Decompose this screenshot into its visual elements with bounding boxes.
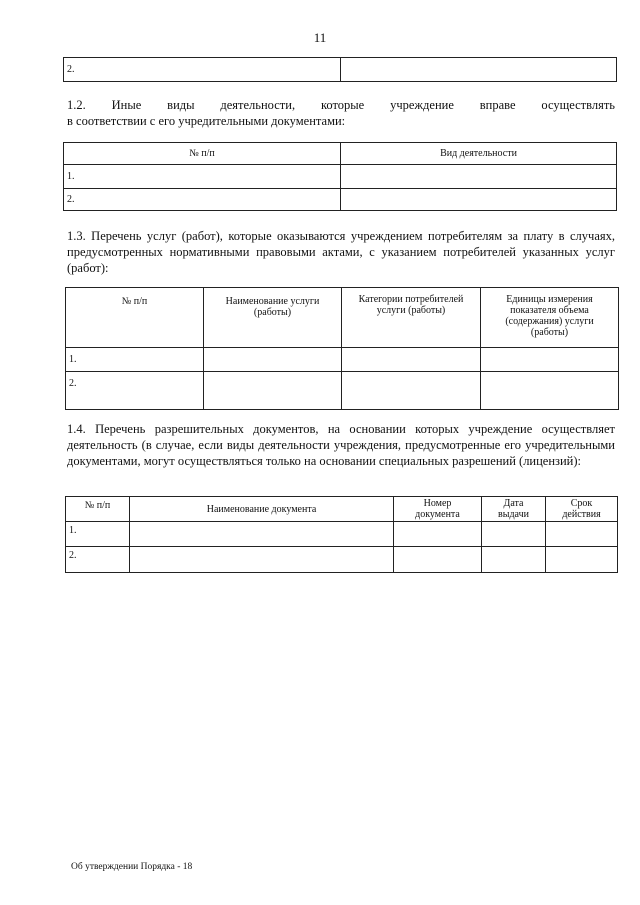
header-activity-type: Вид деятельности — [341, 143, 617, 165]
empty-cell — [342, 372, 481, 410]
empty-cell — [481, 348, 619, 372]
row-number-cell: 1. — [64, 165, 341, 189]
header-number: № п/п — [64, 143, 341, 165]
section-1-3-text: 1.3. Перечень услуг (работ), которые оказываются учреждением потребителям за плату в случаях, предусмотренных нормативными правовыми актами, с указанием потребителей указанных услуг (работ): — [67, 229, 615, 275]
empty-cell — [546, 522, 618, 547]
header-document-name: Наименование документа — [130, 497, 394, 522]
table-header-row — [66, 497, 618, 522]
row-number-cell: 1. — [66, 522, 130, 547]
header-consumer-categories: Категории потребителей услуги (работы) — [342, 288, 481, 348]
empty-cell — [341, 58, 617, 82]
empty-cell — [482, 522, 546, 547]
table-row — [64, 58, 617, 82]
section-1-4-text: 1.4. Перечень разрешительных документов, на основании которых учреждение осуществляет деятельность (в случае, если виды деятельности учреждения, предусмотренные его учредительными документами, могут осуществляться только на основании специальных разрешений (лицензий): — [67, 422, 615, 468]
empty-cell — [341, 165, 617, 189]
header-service-name: Наименование услуги (работы) — [204, 288, 342, 348]
header-number: № п/п — [66, 497, 130, 522]
empty-cell — [546, 547, 618, 573]
table-header-row — [64, 143, 617, 165]
header-number: № п/п — [66, 288, 204, 348]
row-number-cell: 1. — [66, 348, 204, 372]
footer-note: Об утверждении Порядка - 18 — [71, 862, 193, 872]
section-1-2-line1: 1.2. Иные виды деятельности, которые учреждение вправе осуществлять — [67, 98, 615, 112]
page-number: 11 — [313, 30, 327, 45]
section-1-2-line2: в соответствии с его учредительными документами: — [67, 114, 346, 128]
header-units: Единицы измерения показателя объема (содержания) услуги (работы) — [481, 288, 619, 348]
header-validity: Срок действия — [546, 497, 618, 522]
table-row — [64, 165, 617, 189]
top-table — [63, 57, 617, 82]
permits-table — [65, 496, 618, 573]
empty-cell — [204, 348, 342, 372]
paid-services-table — [65, 287, 619, 410]
table-row — [64, 189, 617, 211]
header-issue-date: Дата выдачи — [482, 497, 546, 522]
row-number-cell: 2. — [64, 189, 341, 211]
empty-cell — [482, 547, 546, 573]
empty-cell — [481, 372, 619, 410]
row-number-cell: 2. — [64, 58, 341, 82]
empty-cell — [394, 522, 482, 547]
row-number-cell: 2. — [66, 372, 204, 410]
table-row — [66, 348, 619, 372]
header-document-number: Номер документа — [394, 497, 482, 522]
table-row — [66, 522, 618, 547]
table-row — [66, 547, 618, 573]
empty-cell — [341, 189, 617, 211]
empty-cell — [204, 372, 342, 410]
empty-cell — [394, 547, 482, 573]
empty-cell — [130, 522, 394, 547]
row-number-cell: 2. — [66, 547, 130, 573]
table-header-row — [66, 288, 619, 348]
table-row — [66, 372, 619, 410]
activities-table — [63, 142, 617, 211]
empty-cell — [130, 547, 394, 573]
empty-cell — [342, 348, 481, 372]
